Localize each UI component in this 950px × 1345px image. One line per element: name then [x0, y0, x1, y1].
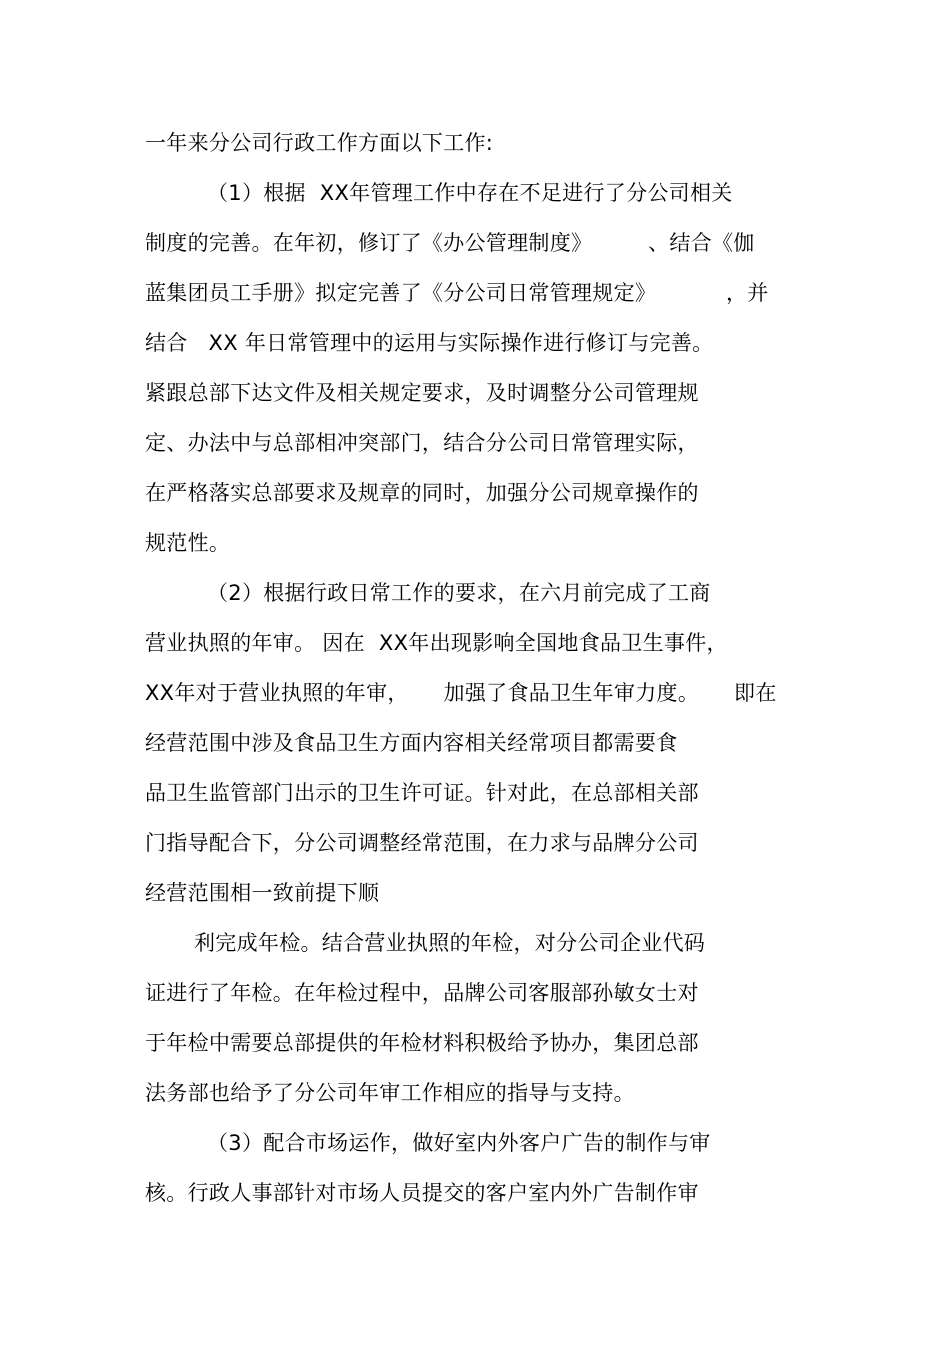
text-line: 经营范围中涉及食品卫生方面内容相关经常项目都需要食 [145, 731, 678, 755]
text-line: 证进行了年检。在年检过程中，品牌公司客服部孙敏女士对 [145, 981, 699, 1005]
text-line: 核。行政人事部针对市场人员提交的客户室内外广告制作审 [145, 1181, 699, 1205]
text-line: 门指导配合下，分公司调整经常范围，在力求与品牌分公司 [145, 831, 699, 855]
text-line: 制度的完善。在年初，修订了《办公管理制度》 、结合《伽 [145, 231, 755, 255]
text-line: 利完成年检。结合营业执照的年检，对分公司企业代码 [194, 931, 706, 955]
text-line: （2）根据行政日常工作的要求，在六月前完成了工商 [207, 581, 711, 605]
text-line: 定、办法中与总部相冲突部门，结合分公司日常管理实际， [145, 431, 699, 455]
text-line: 品卫生监管部门出示的卫生许可证。针对此，在总部相关部 [145, 781, 699, 805]
text-line: 法务部也给予了分公司年审工作相应的指导与支持。 [145, 1081, 635, 1105]
text-line: （1）根据 XX年管理工作中存在不足进行了分公司相关 [207, 181, 733, 205]
text-line: 紧跟总部下达文件及相关规定要求，及时调整分公司管理规 [145, 381, 699, 405]
text-line: 一年来分公司行政工作方面以下工作: [145, 131, 494, 155]
text-line: 结合 XX 年日常管理中的运用与实际操作进行修订与完善。 [145, 331, 714, 355]
text-line: 在严格落实总部要求及规章的同时，加强分公司规章操作的 [145, 481, 699, 505]
text-line: 经营范围相一致前提下顺 [145, 881, 380, 905]
text-line: 营业执照的年审。 因在 XX年出现影响全国地食品卫生事件， [145, 631, 728, 655]
text-line: 蓝集团员工手册》拟定完善了《分公司日常管理规定》 ，并 [145, 281, 769, 305]
text-line: 规范性。 [145, 531, 231, 555]
text-line: XX年对于营业执照的年审， 加强了食品卫生年审力度。 即在 [145, 681, 777, 705]
text-line: 于年检中需要总部提供的年检材料积极给予协办，集团总部 [145, 1031, 699, 1055]
text-line: （3）配合市场运作，做好室内外客户广告的制作与审 [207, 1131, 711, 1155]
